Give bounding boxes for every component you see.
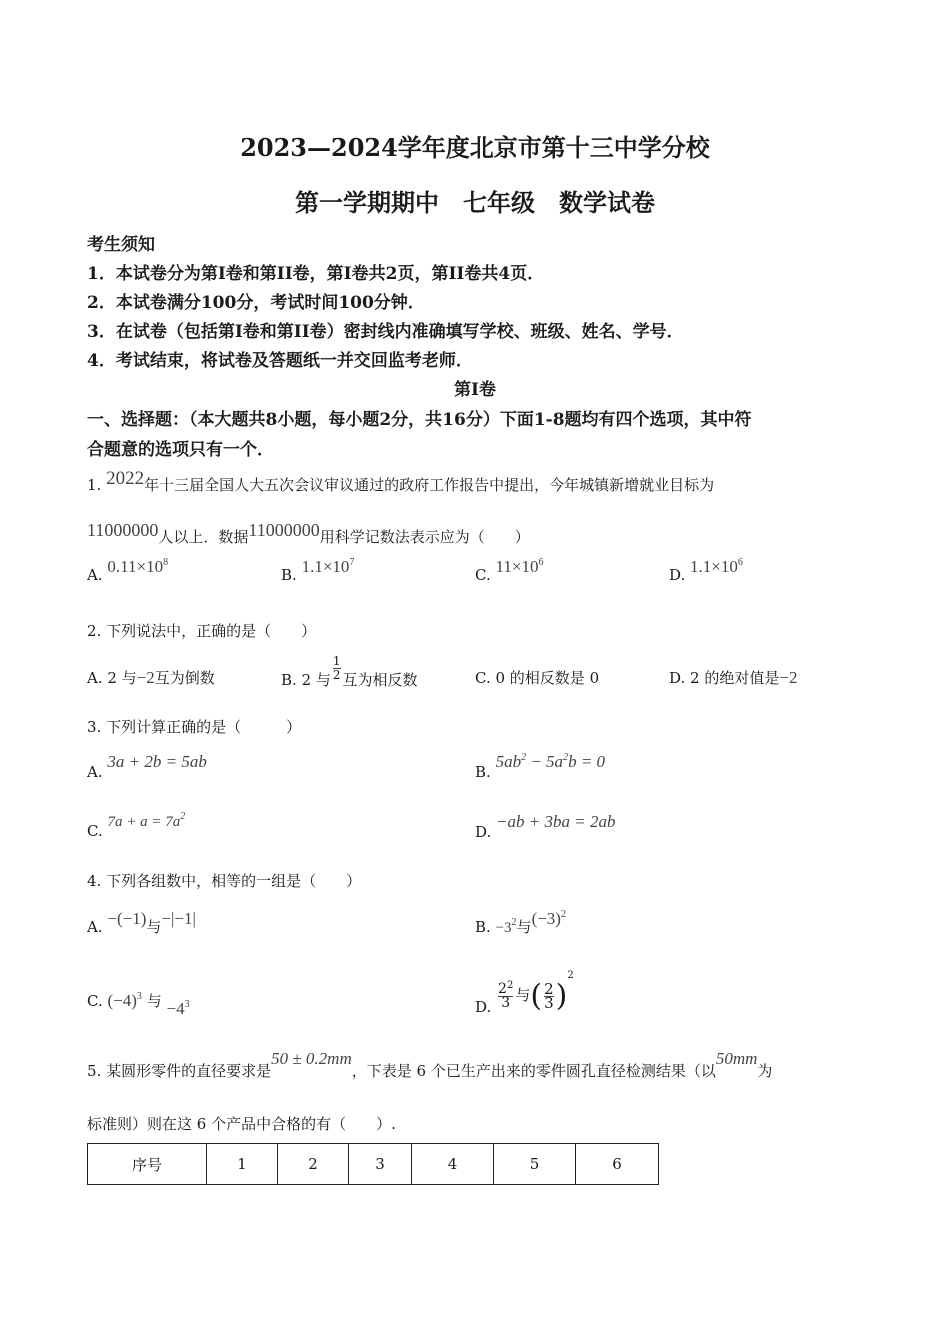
question-2-option-c[interactable]: C. 0 的相反数是 0 [475, 669, 600, 687]
question-3-option-d[interactable]: D. −ab + 3ba = 2ab [475, 812, 616, 841]
notice-item-4: 4．考试结束，将试卷及答题纸一并交回监考老师． [87, 351, 473, 371]
question-1-text3: 用科学记数法表示应为（ ） [319, 528, 530, 546]
section-heading-line1: 一、选择题：（本大题共8小题，每小题2分，共16分）下面1-8题均有四个选项，其中符 [87, 410, 752, 430]
question-5-line2: 标准则）则在这 6 个产品中合格的有（ ）. [87, 1115, 396, 1133]
question-3-stem: 3. 下列计算正确的是（ ） [87, 718, 302, 736]
question-1-line2 [87, 520, 530, 547]
question-4-option-c[interactable]: C. $(-4)^3$ 与 $-4^3$ [87, 991, 190, 1018]
table-header-cell: 1 [207, 1144, 278, 1185]
exam-title-line1: 2023—2024学年度北京市第十三中学分校 [240, 133, 710, 162]
question-1-number-a: 11000000 [87, 520, 159, 540]
question-5-tolerance: 50 ± 0.2mm [271, 1049, 352, 1068]
question-2-option-d[interactable]: D. 2 的绝对值是−2 [669, 668, 798, 687]
table-header-cell: 3 [349, 1144, 412, 1185]
question-5-standard: 50mm [715, 1049, 758, 1068]
notice-item-2: 2．本试卷满分100分，考试时间100分钟． [87, 293, 425, 313]
question-4-stem: 4. 下列各组数中，相等的一组是（ ） [87, 872, 362, 890]
question-2-option-b[interactable]: B. 2 与 $\frac{1}{2}$ 互为相反数 [281, 654, 418, 689]
question-1-text2: 人以上．数据 [158, 528, 249, 546]
exam-title-line2: 第一学期期中 七年级 数学试卷 [295, 188, 655, 217]
table-header-cell: 6 [576, 1144, 659, 1185]
question-4-option-a[interactable]: A. −(−1)与−|−1| [87, 909, 196, 936]
table-header-cell: 4 [412, 1144, 494, 1185]
question-1-number-b: 11000000 [248, 520, 320, 540]
question-1-option-a[interactable]: A. $0.11\times 10^8$ [87, 557, 169, 584]
table-header-cell: 序号 [88, 1144, 207, 1185]
question-1-option-b[interactable]: B. $1.1\times 10^7$ [281, 557, 355, 584]
question-1-line1 [87, 468, 715, 496]
question-1-text1: 年十三届全国人大五次会议审议通过的政府工作报告中提出，今年城镇新增就业目标为 [144, 476, 715, 494]
question-3-option-a[interactable]: A. 3a + 2b = 5ab [87, 752, 207, 781]
question-3-option-c[interactable]: C. $7a + a = 7a^2$ [87, 811, 186, 840]
question-3-option-b[interactable]: B. $5ab^2 - 5a^2b = 0$ [475, 752, 606, 781]
question-1-number: 1. [87, 476, 102, 494]
notice-item-3: 3．在试卷（包括第I卷和第II卷）密封线内准确填写学校、班级、姓名、学号． [87, 322, 684, 342]
question-1-year: 2022 [106, 468, 145, 489]
question-5-table [87, 1143, 659, 1185]
table-row [88, 1144, 659, 1185]
notice-item-1: 1．本试卷分为第I卷和第II卷，第I卷共2页，第II卷共4页． [87, 264, 545, 284]
question-1-option-d[interactable]: D. $1.1\times 10^6$ [669, 557, 743, 584]
part-one-title: 第I卷 [454, 380, 496, 400]
question-5-line1: 5. 某圆形零件的直径要求是50 ± 0.2mm，下表是 6 个已生产出来的零件圆孔直径检测结果（以50mm为 [87, 1049, 773, 1080]
section-heading-line2: 合题意的选项只有一个． [87, 440, 274, 460]
table-header-cell: 5 [494, 1144, 576, 1185]
question-4-option-d[interactable]: D. $\frac{2^2}{3}$ 与( $\frac{2}{3}$ )$^2$ [475, 970, 574, 1016]
question-2-stem: 2. 下列说法中，正确的是（ ） [87, 622, 317, 640]
notice-heading: 考生须知 [87, 235, 155, 255]
question-1-option-c[interactable]: C. $11\times 10^6$ [475, 557, 544, 584]
question-2-option-a[interactable]: A. 2 与−2互为倒数 [87, 668, 215, 687]
question-4-option-b[interactable]: B. $-3^2$与$(-3)^2$ [475, 909, 566, 936]
table-header-cell: 2 [278, 1144, 349, 1185]
